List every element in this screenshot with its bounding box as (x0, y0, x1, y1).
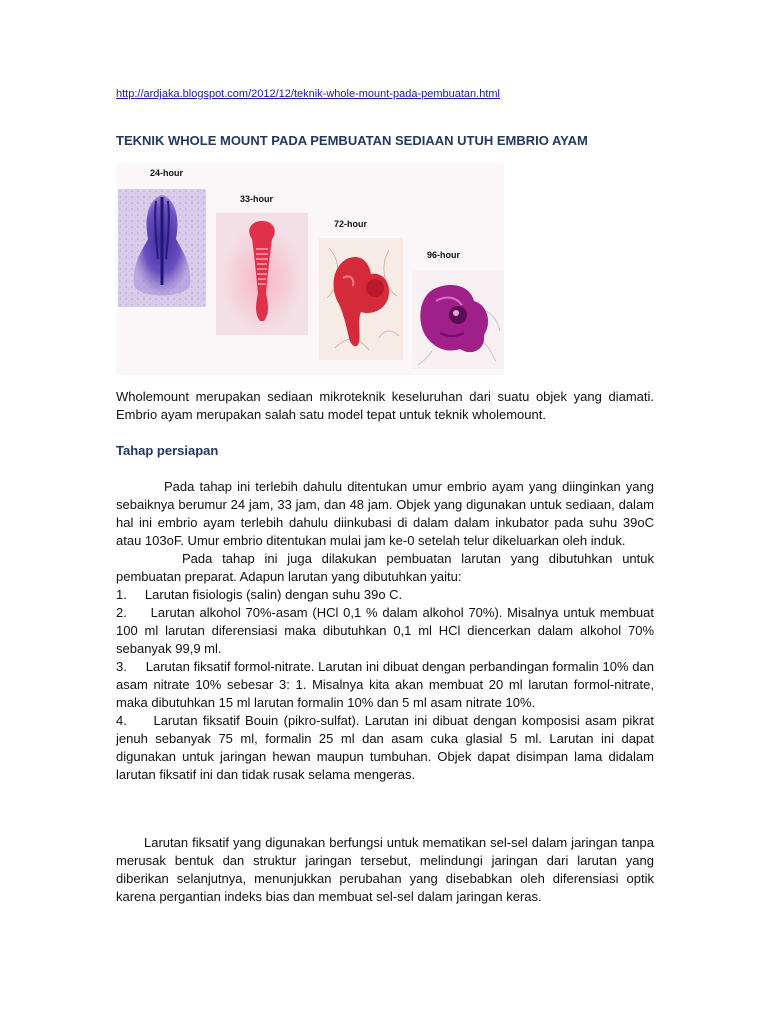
list-item-4: 4. Larutan fiksatif Bouin (pikro-sulfat). Larutan ini dibuat dengan komposisi asam pikrat jenuh sebanyak 75 ml, formalin 25 ml dan asam cuka glasial 5 ml. Larutan ini dapat digunakan untuk jaringan hewan maupun tumbuhan. Objek dapat disimpan lama didalam larutan fiksatif ini dan tidak rusak selama mengeras. (116, 713, 654, 782)
list-item-2: 2. Larutan alkohol 70%-asam (HCl 0,1 % dalam alkohol 70%). Misalnya untuk membuat 100 ml larutan diferensiasi maka dibutuhkan 0,1 ml HCl diencerkan dalam alkohol 70% sebanyak 99,9 ml. (116, 605, 654, 656)
paragraph-2: Pada tahap ini juga dilakukan pembuatan larutan yang dibutuhkan untuk pembuatan preparat. Adapun larutan yang dibutuhkan yaitu: (116, 551, 654, 584)
stage-label-33h: 33-hour (240, 194, 274, 204)
embryo-96h-image (412, 271, 504, 369)
closing-paragraph: Larutan fiksatif yang digunakan berfungsi untuk mematikan sel-sel dalam jaringan tanpa merusak bentuk dan struktur jaringan tersebut, melindungi jaringan dari larutan yang diberikan selanjutnya, menunjukkan perubahan yang disebabkan oleh diferensiasi optik karena pergantian indeks bias dan membuat sel-sel dalam jaringan keras. (116, 835, 654, 904)
document-title: TEKNIK WHOLE MOUNT PADA PEMBUATAN SEDIAAN UTUH EMBRIO AYAM (116, 133, 588, 148)
embryo-72h-image (319, 238, 403, 360)
embryo-33h-image (216, 213, 308, 335)
section-heading: Tahap persiapan (116, 443, 219, 458)
list-item-3: 3. Larutan fiksatif formol-nitrate. Larutan ini dibuat dengan perbandingan formalin 10% dan asam nitrate 10% sebesar 3: 1. Misalnya kita akan membuat 20 ml larutan formol-nitrate, maka dibutuhkan 15 ml larutan formalin 10% dan 5 ml asam nitrate 10%. (116, 659, 654, 710)
preparation-body (116, 478, 654, 784)
stage-label-96h: 96-hour (427, 250, 461, 260)
embryo-stages-figure (116, 163, 504, 375)
paragraph-1: Pada tahap ini terlebih dahulu ditentukan umur embrio ayam yang diinginkan yang sebaiknya berumur 24 jam, 33 jam, dan 48 jam. Objek yang digunakan untuk sediaan, dalam hal ini embrio ayam terlebih dahulu diinkubasi di dalam dalam inkubator pada suhu 39oC atau 103oF. Umur embrio ditentukan mulai jam ke-0 setelah telur dikeluarkan oleh induk. (116, 479, 654, 548)
stage-label-72h: 72-hour (334, 219, 368, 229)
list-item-1: 1. Larutan fisiologis (salin) dengan suhu 39o C. (116, 587, 403, 602)
source-link[interactable]: http://ardjaka.blogspot.com/2012/12/teknik-whole-mount-pada-pembuatan.html (116, 88, 501, 100)
embryo-24h-image (118, 189, 206, 307)
closing-body (116, 834, 654, 906)
stage-label-24h: 24-hour (150, 168, 184, 178)
intro-paragraph: Wholemount merupakan sediaan mikroteknik keseluruhan dari suatu objek yang diamati. Embrio ayam merupakan salah satu model tepat untuk teknik wholemount. (116, 389, 654, 422)
